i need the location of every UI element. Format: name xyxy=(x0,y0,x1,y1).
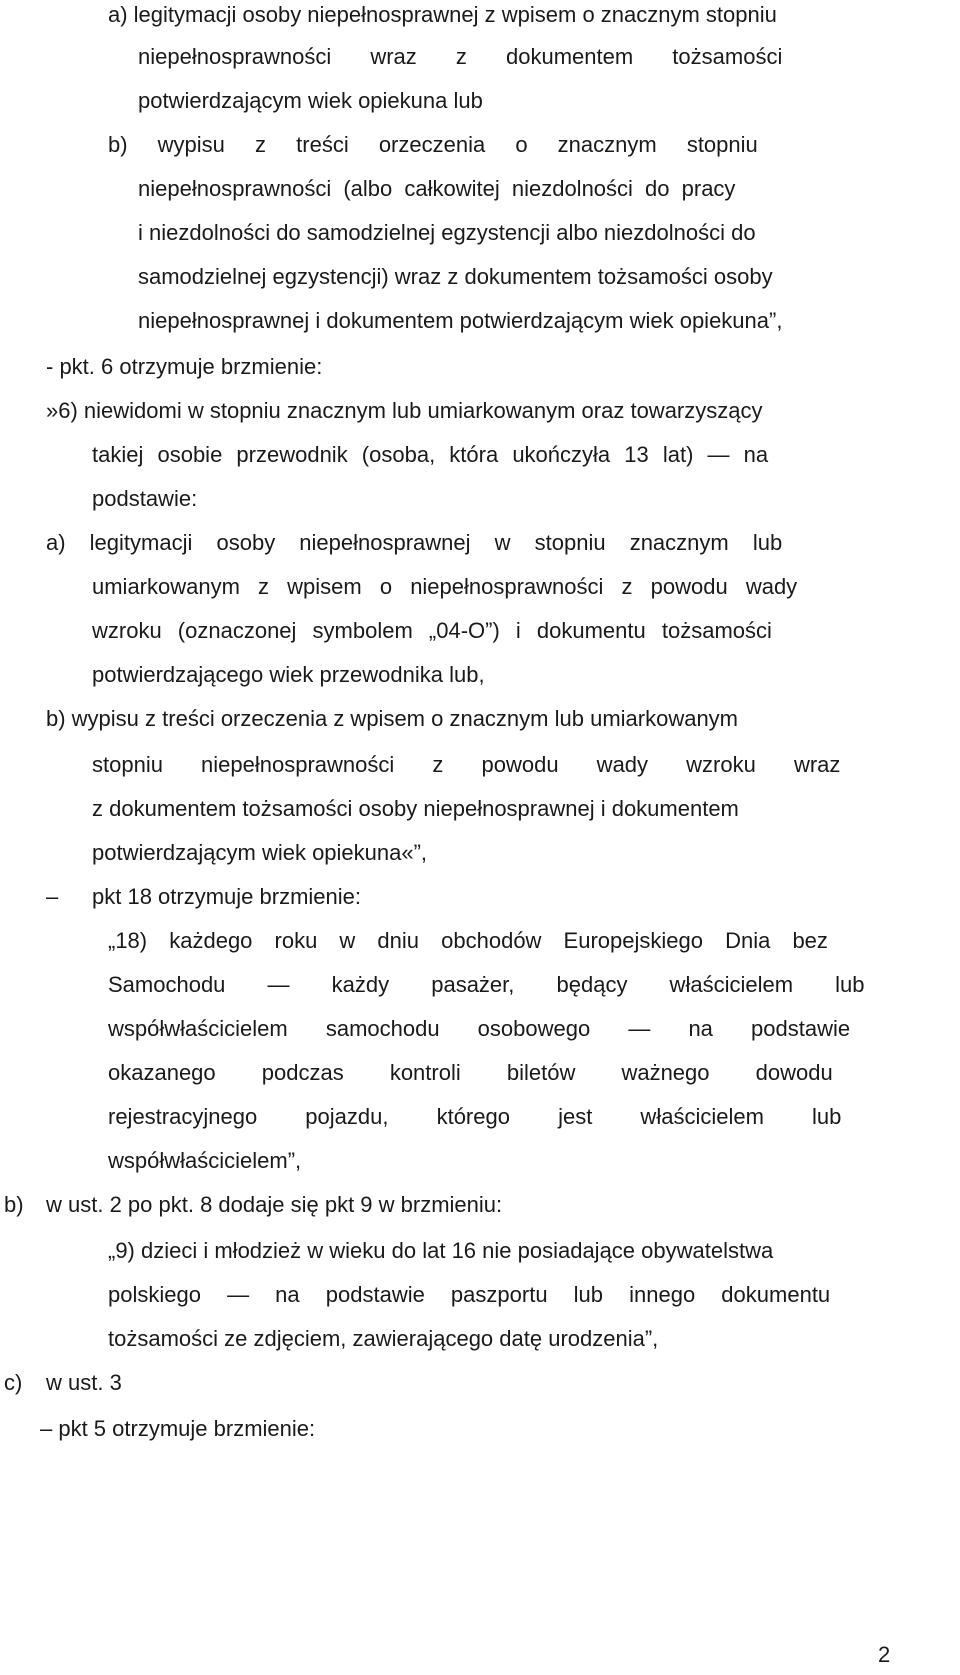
text-line: polskiego — na podstawie paszportu lub innego dokumentu xyxy=(108,1282,831,1307)
text-line: współwłaścicielem”, xyxy=(108,1148,302,1173)
text-line: rejestracyjnego pojazdu, którego jest właścicielem lub xyxy=(108,1104,842,1129)
text-line: niepełnosprawnej i dokumentem potwierdzającym wiek opiekuna”, xyxy=(138,308,783,333)
text-line: niepełnosprawności wraz z dokumentem tożsamości xyxy=(138,44,783,69)
text-line: współwłaścicielem samochodu osobowego — na podstawie xyxy=(108,1016,851,1041)
text-line: tożsamości ze zdjęciem, zawierającego datę urodzenia”, xyxy=(108,1326,659,1351)
text-line: „9) dzieci i młodzież w wieku do lat 16 nie posiadające obywatelstwa xyxy=(108,1238,774,1263)
text-line: w ust. 3 xyxy=(46,1370,122,1395)
text-line: okazanego podczas kontroli biletów ważnego dowodu xyxy=(108,1060,833,1085)
text-line: niepełnosprawności (albo całkowitej niezdolności do pracy xyxy=(138,176,736,201)
text-line: „18) każdego roku w dniu obchodów Europejskiego Dnia bez xyxy=(108,928,828,953)
text-line: podstawie: xyxy=(92,486,198,511)
text-line: potwierdzającym wiek opiekuna«”, xyxy=(92,840,428,865)
list-marker: c) xyxy=(4,1370,23,1395)
list-marker: b) xyxy=(4,1192,24,1217)
page-number: 2 xyxy=(878,1642,891,1667)
text-line: samodzielnej egzystencji) wraz z dokumentem tożsamości osoby xyxy=(138,264,773,289)
text-line: takiej osobie przewodnik (osoba, która ukończyła 13 lat) — na xyxy=(92,442,769,467)
text-line: - pkt. 6 otrzymuje brzmienie: xyxy=(46,354,323,379)
text-line: a) legitymacji osoby niepełnosprawnej z wpisem o znacznym stopniu xyxy=(108,2,777,27)
text-line: b) wypisu z treści orzeczenia z wpisem o znacznym lub umiarkowanym xyxy=(46,706,739,731)
text-line: pkt 18 otrzymuje brzmienie: xyxy=(92,884,361,909)
text-line: Samochodu — każdy pasażer, będący właścicielem lub xyxy=(108,972,865,997)
text-line: z dokumentem tożsamości osoby niepełnosprawnej i dokumentem xyxy=(92,796,739,821)
text-line: potwierdzającego wiek przewodnika lub, xyxy=(92,662,485,687)
text-line: a) legitymacji osoby niepełnosprawnej w stopniu znacznym lub xyxy=(46,530,783,555)
text-line: i niezdolności do samodzielnej egzystencji albo niezdolności do xyxy=(138,220,756,245)
text-line: umiarkowanym z wpisem o niepełnosprawności z powodu wady xyxy=(92,574,798,599)
text-line: b) wypisu z treści orzeczenia o znacznym stopniu xyxy=(108,132,758,157)
text-line: – pkt 5 otrzymuje brzmienie: xyxy=(40,1416,316,1441)
text-line: »6) niewidomi w stopniu znacznym lub umiarkowanym oraz towarzyszący xyxy=(46,398,763,423)
text-line: potwierdzającym wiek opiekuna lub xyxy=(138,88,483,113)
text-line: w ust. 2 po pkt. 8 dodaje się pkt 9 w brzmieniu: xyxy=(46,1192,503,1217)
text-line: wzroku (oznaczonej symbolem „04-O”) i dokumentu tożsamości xyxy=(92,618,772,643)
text-line: stopniu niepełnosprawności z powodu wady wzroku wraz xyxy=(92,752,841,777)
dash-marker: – xyxy=(46,884,59,909)
